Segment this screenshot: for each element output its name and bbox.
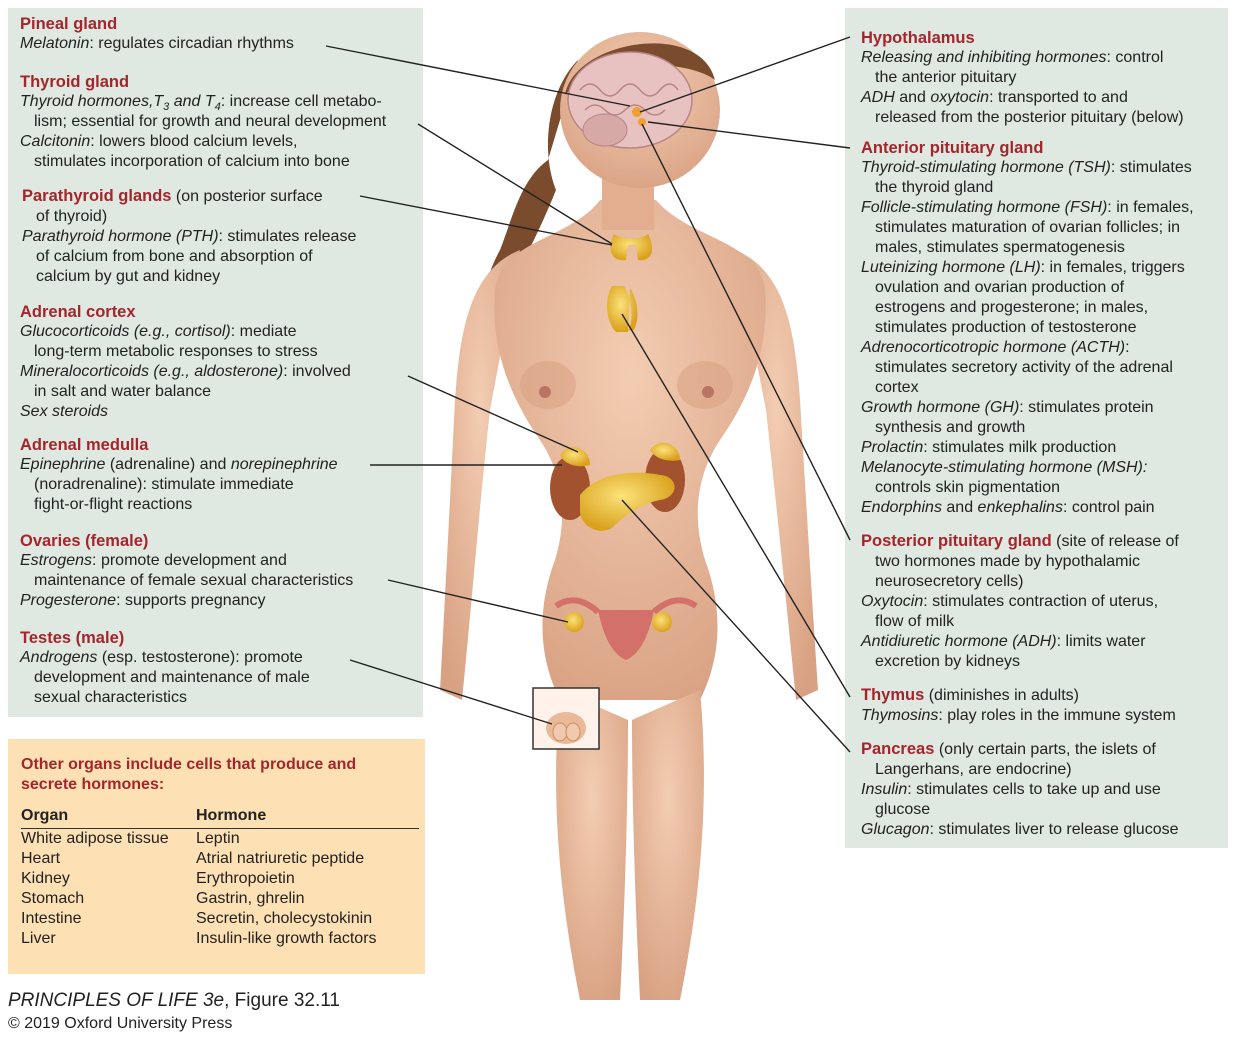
oxytocin2-desc2: flow of milk xyxy=(875,613,955,630)
pineal-title: Pineal gland xyxy=(20,15,118,33)
thyroid-title: Thyroid gland xyxy=(20,73,130,91)
adh-mid: and xyxy=(894,89,931,106)
th-desc2: lism; essential for growth and neural development xyxy=(34,113,387,130)
glucagon-term: Glucagon xyxy=(861,821,930,838)
releasing-desc2: the anterior pituitary xyxy=(875,69,1017,86)
lh-desc3: estrogens and progesterone; in males, xyxy=(875,299,1149,316)
glucocorticoids-desc: : mediate xyxy=(230,323,297,340)
insulin-desc: : stimulates cells to take up and use xyxy=(907,781,1161,798)
anterior-pituitary-title: Anterior pituitary gland xyxy=(861,139,1044,157)
hypothalamus-title: Hypothalamus xyxy=(861,29,975,47)
tsh-desc2: the thyroid gland xyxy=(875,179,994,196)
estrogens-desc2: maintenance of female sexual characteristics xyxy=(34,572,354,589)
organ-cell: Intestine xyxy=(21,910,82,927)
gh-desc2: synthesis and growth xyxy=(875,419,1026,436)
testes-entry xyxy=(20,628,310,708)
androgens-desc: (esp. testosterone): promote xyxy=(97,649,303,666)
pth-term: Parathyroid hormone (PTH) xyxy=(22,228,219,245)
th-sub3: 3 xyxy=(163,101,170,114)
adrenal-cortex-title: Adrenal cortex xyxy=(20,303,136,321)
gh-desc: : stimulates protein xyxy=(1019,399,1154,416)
norepinephrine-term: norepinephrine xyxy=(230,456,338,473)
lh-desc: : in females, triggers xyxy=(1040,259,1185,276)
thymus-entry xyxy=(861,685,1176,726)
msh-term: Melanocyte-stimulating hormone (MSH): xyxy=(861,459,1148,476)
parathyroid-suffix: (on posterior surface xyxy=(171,188,323,205)
adh-desc2: released from the posterior pituitary (below) xyxy=(875,109,1184,126)
enkephalins-term: enkephalins xyxy=(977,499,1063,516)
gh-term: Growth hormone (GH) xyxy=(861,399,1020,416)
hormone-cell: Secretin, cholecystokinin xyxy=(196,910,373,927)
other-organs-title: Other organs include cells that produce and secrete hormones: xyxy=(21,756,357,793)
mineralocorticoids-desc: : involved xyxy=(283,363,351,380)
adh-desc: : transported to and xyxy=(989,89,1128,106)
medulla-desc2: fight-or-flight reactions xyxy=(34,496,193,513)
pth-desc2: of calcium from bone and absorption of xyxy=(36,248,313,265)
posterior-suffix3: neurosecretory cells) xyxy=(875,573,1024,590)
posterior-pituitary-title: Posterior pituitary gland xyxy=(861,532,1052,550)
organ-cell: Kidney xyxy=(21,870,70,887)
medulla-desc: (noradrenaline): stimulate immediate xyxy=(34,476,294,493)
female-body-illustration xyxy=(440,32,818,1000)
adh-term: ADH xyxy=(861,89,895,106)
table-row xyxy=(21,829,419,850)
endorphins-desc: : control pain xyxy=(1062,499,1155,516)
glucagon-desc: : stimulates liver to release glucose xyxy=(929,821,1179,838)
oxytocin-term: oxytocin xyxy=(930,89,990,106)
calcitonin-desc: : lowers blood calcium levels, xyxy=(90,133,298,150)
lh-desc4: stimulates production of testosterone xyxy=(875,319,1137,336)
androgens-term: Androgens xyxy=(20,649,98,666)
ovaries-title: Ovaries (female) xyxy=(20,532,149,550)
table-header-row xyxy=(21,806,419,829)
hormone-column-header: Hormone xyxy=(196,806,419,829)
lh-desc2: ovulation and ovarian production of xyxy=(875,279,1125,296)
fsh-desc3: males, stimulates spermatogenesis xyxy=(875,239,1125,256)
organ-hormone-table xyxy=(21,806,419,949)
th-desc1: : increase cell metabo- xyxy=(220,93,382,110)
organ-column-header: Organ xyxy=(21,806,196,829)
table-row xyxy=(21,889,419,909)
progesterone-term: Progesterone xyxy=(20,592,117,609)
endorphins-mid: and xyxy=(941,499,978,516)
pancreas-suffix2: Langerhans, are endocrine) xyxy=(875,761,1072,778)
posterior-suffix2: two hormones made by hypothalamic xyxy=(875,553,1141,570)
mineralocorticoids-desc2: in salt and water balance xyxy=(34,383,211,400)
adrenal-medulla-entry xyxy=(20,435,338,515)
thymosins-term: Thymosins xyxy=(861,707,939,724)
releasing-desc: : control xyxy=(1106,49,1164,66)
organ-cell: White adipose tissue xyxy=(21,830,169,847)
fsh-desc: : in females, xyxy=(1107,199,1194,216)
fsh-term: Follicle-stimulating hormone (FSH) xyxy=(861,199,1108,216)
acth-desc: stimulates secretory activity of the adrenal xyxy=(875,359,1173,376)
epinephrine-mid: (adrenaline) and xyxy=(105,456,231,473)
oxytocin2-desc: : stimulates contraction of uterus, xyxy=(923,593,1159,610)
posterior-pituitary-entry xyxy=(861,531,1179,672)
th-t: Thyroid hormones,T xyxy=(20,93,164,110)
anterior-pituitary-entry xyxy=(861,138,1194,518)
androgens-desc2: development and maintenance of male xyxy=(34,669,310,686)
lh-term: Luteinizing hormone (LH) xyxy=(861,259,1041,276)
adh2-term: Antidiuretic hormone (ADH) xyxy=(861,633,1057,650)
table-row xyxy=(21,849,419,869)
thymus-title: Thymus xyxy=(861,686,925,704)
insulin-desc2: glucose xyxy=(875,801,931,818)
adh2-desc2: excretion by kidneys xyxy=(875,653,1020,670)
sex-steroids-term: Sex steroids xyxy=(20,403,109,420)
acth-desc2: cortex xyxy=(875,379,919,396)
pancreas-entry xyxy=(861,739,1179,840)
caption-figure-number: , Figure 32.11 xyxy=(224,990,340,1011)
glucocorticoids-term: Glucocorticoids (e.g., cortisol) xyxy=(20,323,231,340)
th-sub4: 4 xyxy=(214,101,221,114)
glucocorticoids-desc2: long-term metabolic responses to stress xyxy=(34,343,318,360)
parathyroid-entry xyxy=(22,186,356,287)
thymus-suffix: (diminishes in adults) xyxy=(924,687,1079,704)
acth-colon: : xyxy=(1125,339,1130,356)
table-row xyxy=(21,869,419,889)
parathyroid-title: Parathyroid glands xyxy=(22,187,172,205)
epinephrine-term: Epinephrine xyxy=(20,456,106,473)
hypothalamus-entry xyxy=(861,28,1184,128)
figure-caption xyxy=(8,990,340,1012)
releasing-term: Releasing and inhibiting hormones xyxy=(861,49,1107,66)
tsh-term: Thyroid-stimulating hormone (TSH) xyxy=(861,159,1111,176)
hormone-cell: Gastrin, ghrelin xyxy=(196,890,305,907)
fsh-desc2: stimulates maturation of ovarian follicles; in xyxy=(875,219,1181,236)
mineralocorticoids-term: Mineralocorticoids (e.g., aldosterone) xyxy=(20,363,284,380)
prolactin-term: Prolactin xyxy=(861,439,924,456)
pth-desc3: calcium by gut and kidney xyxy=(36,268,221,285)
ovaries-entry xyxy=(20,531,353,611)
thymosins-desc: : play roles in the immune system xyxy=(938,707,1176,724)
table-row xyxy=(21,929,419,949)
calcitonin-desc2: stimulates incorporation of calcium into bone xyxy=(34,153,350,170)
estrogens-term: Estrogens xyxy=(20,552,93,569)
thyroid-entry xyxy=(20,72,386,172)
posterior-suffix: (site of release of xyxy=(1051,533,1179,550)
endorphins-term: Endorphins xyxy=(861,499,942,516)
pth-desc: : stimulates release xyxy=(218,228,357,245)
msh-desc: controls skin pigmentation xyxy=(875,479,1060,496)
oxytocin2-term: Oxytocin xyxy=(861,593,924,610)
th-t2: and T xyxy=(169,93,215,110)
prolactin-desc: : stimulates milk production xyxy=(923,439,1117,456)
table-row xyxy=(21,909,419,929)
testes-title: Testes (male) xyxy=(20,629,125,647)
hormone-cell: Insulin-like growth factors xyxy=(196,930,377,947)
melatonin-term: Melatonin xyxy=(20,35,90,52)
progesterone-desc: : supports pregnancy xyxy=(116,592,266,609)
tsh-desc: : stimulates xyxy=(1110,159,1192,176)
adrenal-cortex-entry xyxy=(20,302,351,422)
organ-cell: Heart xyxy=(21,850,61,867)
acth-term: Adrenocorticotropic hormone (ACTH) xyxy=(861,339,1126,356)
androgens-desc3: sexual characteristics xyxy=(34,689,187,706)
pancreas-suffix: (only certain parts, the islets of xyxy=(934,741,1156,758)
adh2-desc: : limits water xyxy=(1056,633,1146,650)
insulin-term: Insulin xyxy=(861,781,908,798)
calcitonin-term: Calcitonin xyxy=(20,133,91,150)
thyroid-hormones-term xyxy=(20,93,221,114)
hormone-cell: Atrial natriuretic peptide xyxy=(196,850,365,867)
caption-book-title: PRINCIPLES OF LIFE 3e xyxy=(8,990,225,1011)
estrogens-desc: : promote development and xyxy=(92,552,287,569)
ovary-right xyxy=(652,612,672,632)
organ-cell: Liver xyxy=(21,930,56,947)
hormone-cell: Erythropoietin xyxy=(196,870,295,887)
pineal-entry xyxy=(20,14,294,54)
copyright-line: © 2019 Oxford University Press xyxy=(8,1015,233,1032)
parathyroid-suffix2: of thyroid) xyxy=(36,208,108,225)
adrenal-medulla-title: Adrenal medulla xyxy=(20,436,149,454)
organ-cell: Stomach xyxy=(21,890,85,907)
melatonin-desc: : regulates circadian rhythms xyxy=(89,35,294,52)
hormone-cell: Leptin xyxy=(196,830,240,847)
pancreas-title: Pancreas xyxy=(861,740,935,758)
